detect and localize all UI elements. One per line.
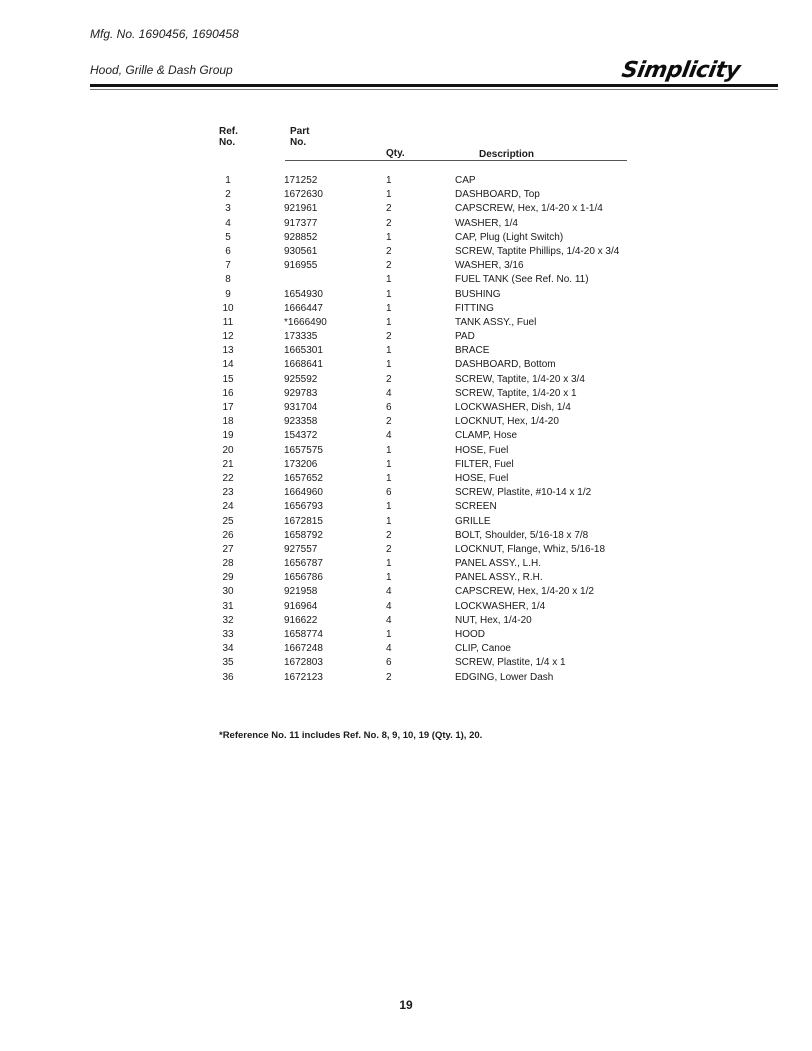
- ref-cell: 31: [222, 600, 234, 612]
- part-number-cell: 1672123: [284, 671, 323, 683]
- table-row: [0, 302, 812, 316]
- simplicity-logo: Simplicity: [619, 58, 742, 83]
- ref-cell: 16: [222, 387, 234, 399]
- ref-cell: 1: [225, 175, 231, 186]
- ref-cell: 27: [222, 543, 234, 555]
- description-cell: SCREW, Plastite, #10-14 x 1/2: [455, 487, 592, 499]
- ref-cell: 5: [225, 231, 231, 243]
- description-cell: EDGING, Lower Dash: [455, 671, 554, 683]
- table-row: [0, 288, 812, 302]
- qty-cell: 1: [386, 345, 392, 357]
- part-number-cell: *1666490: [284, 316, 327, 328]
- ref-cell: 36: [222, 671, 234, 683]
- qty-cell: 1: [386, 302, 392, 314]
- qty-cell: 1: [386, 515, 392, 527]
- qty-cell: 1: [386, 231, 392, 243]
- qty-cell: 1: [386, 316, 392, 328]
- column-header-qty: Qty.: [386, 148, 405, 159]
- column-header-part-line1: Part: [290, 126, 310, 137]
- description-cell: SCREW, Taptite, 1/4-20 x 1: [455, 387, 577, 399]
- qty-cell: 2: [386, 203, 392, 215]
- qty-cell: 6: [386, 402, 392, 413]
- table-row: [0, 614, 812, 628]
- description-cell: FILTER, Fuel: [455, 458, 514, 470]
- part-number-cell: 928852: [284, 231, 318, 243]
- table-row: [0, 273, 812, 287]
- description-cell: LOCKNUT, Hex, 1/4-20: [455, 416, 559, 428]
- part-number-cell: 154372: [284, 430, 318, 442]
- ref-cell: 34: [222, 643, 234, 655]
- column-header-part-line2: No.: [290, 137, 307, 148]
- part-number-cell: 1664960: [284, 487, 323, 499]
- part-number-cell: 929783: [284, 387, 318, 399]
- footnote: *Reference No. 11 includes Ref. No. 8, 9, 10, 19 (Qty. 1), 20.: [219, 730, 483, 741]
- ref-cell: 17: [222, 402, 234, 413]
- column-header-description: Description: [479, 149, 535, 160]
- ref-cell: 2: [225, 189, 231, 201]
- qty-cell: 1: [386, 359, 392, 371]
- column-header-ref-line1: Ref.: [219, 126, 238, 137]
- description-cell: BOLT, Shoulder, 5/16-18 x 7/8: [455, 529, 589, 541]
- ref-cell: 32: [222, 614, 234, 626]
- part-number-cell: 927557: [284, 543, 318, 555]
- description-cell: CLAMP, Hose: [455, 430, 518, 442]
- table-row: [0, 429, 812, 443]
- ref-cell: 4: [225, 217, 231, 229]
- group-title: Hood, Grille & Dash Group: [90, 63, 233, 77]
- part-number-cell: 1665301: [284, 345, 323, 357]
- parts-table: [0, 174, 812, 685]
- qty-cell: 2: [386, 331, 392, 343]
- description-cell: LOCKWASHER, Dish, 1/4: [455, 402, 571, 413]
- qty-cell: 4: [386, 586, 392, 598]
- part-number-cell: 1658792: [284, 529, 323, 541]
- table-row: [0, 373, 812, 387]
- header-rule-thin: [90, 89, 778, 90]
- description-cell: GRILLE: [455, 515, 491, 527]
- description-cell: CLIP, Canoe: [455, 643, 511, 655]
- ref-cell: 3: [225, 203, 231, 215]
- qty-cell: 2: [386, 543, 392, 555]
- mfg-number: Mfg. No. 1690456, 1690458: [90, 27, 239, 41]
- qty-cell: 2: [386, 217, 392, 229]
- header-rule: [90, 84, 778, 87]
- part-number-cell: 921958: [284, 586, 318, 598]
- description-cell: CAPSCREW, Hex, 1/4-20 x 1/2: [455, 586, 594, 598]
- description-cell: DASHBOARD, Top: [455, 189, 540, 201]
- ref-cell: 19: [222, 430, 234, 442]
- table-row: [0, 656, 812, 670]
- description-cell: PANEL ASSY., L.H.: [455, 558, 541, 570]
- qty-cell: 2: [386, 245, 392, 257]
- description-cell: NUT, Hex, 1/4-20: [455, 614, 532, 626]
- table-row: [0, 316, 812, 330]
- table-row: [0, 188, 812, 202]
- description-cell: SCREW, Taptite, 1/4-20 x 3/4: [455, 373, 585, 385]
- qty-cell: 6: [386, 487, 392, 499]
- description-cell: CAP: [455, 175, 476, 186]
- description-cell: FUEL TANK (See Ref. No. 11): [455, 274, 589, 286]
- description-cell: HOSE, Fuel: [455, 472, 509, 484]
- qty-cell: 1: [386, 444, 392, 456]
- ref-cell: 26: [222, 529, 234, 541]
- table-row: [0, 472, 812, 486]
- description-cell: CAP, Plug (Light Switch): [455, 231, 564, 243]
- description-cell: WASHER, 1/4: [455, 217, 518, 229]
- part-number-cell: 1667248: [284, 643, 323, 655]
- part-number-cell: 173206: [284, 458, 318, 470]
- qty-cell: 1: [386, 629, 392, 640]
- ref-cell: 18: [222, 416, 234, 428]
- table-row: [0, 415, 812, 429]
- table-row: [0, 344, 812, 358]
- qty-cell: 1: [386, 501, 392, 513]
- table-row: [0, 571, 812, 585]
- description-cell: SCREW, Taptite Phillips, 1/4-20 x 3/4: [455, 245, 620, 257]
- description-cell: BRACE: [455, 345, 490, 357]
- description-cell: HOOD: [455, 629, 485, 640]
- table-row: [0, 529, 812, 543]
- ref-cell: 22: [222, 472, 234, 484]
- ref-cell: 29: [222, 572, 234, 584]
- ref-cell: 20: [222, 444, 234, 456]
- qty-cell: 1: [386, 189, 392, 201]
- ref-cell: 24: [222, 501, 234, 513]
- table-row: [0, 628, 812, 642]
- table-row: [0, 671, 812, 685]
- table-row: [0, 600, 812, 614]
- table-row: [0, 387, 812, 401]
- description-cell: HOSE, Fuel: [455, 444, 509, 456]
- part-number-cell: 1656786: [284, 572, 323, 584]
- description-cell: SCREW, Plastite, 1/4 x 1: [455, 657, 566, 669]
- ref-cell: 14: [222, 359, 234, 371]
- description-cell: LOCKWASHER, 1/4: [455, 600, 546, 612]
- part-number-cell: 1657652: [284, 472, 323, 484]
- description-cell: DASHBOARD, Bottom: [455, 359, 556, 371]
- table-row: [0, 557, 812, 571]
- description-cell: PAD: [455, 331, 475, 343]
- part-number-cell: 1656793: [284, 501, 323, 513]
- qty-cell: 4: [386, 600, 392, 612]
- table-row: [0, 259, 812, 273]
- ref-cell: 12: [222, 331, 234, 343]
- qty-cell: 4: [386, 614, 392, 626]
- ref-cell: 8: [225, 274, 231, 286]
- table-row: [0, 458, 812, 472]
- part-number-cell: 1656787: [284, 558, 323, 570]
- ref-cell: 28: [222, 558, 234, 570]
- ref-cell: 30: [222, 586, 234, 598]
- qty-cell: 4: [386, 643, 392, 655]
- table-row: [0, 642, 812, 656]
- table-row: [0, 358, 812, 372]
- part-number-cell: 917377: [284, 217, 318, 229]
- description-cell: TANK ASSY., Fuel: [455, 316, 537, 328]
- column-header-part: [290, 126, 309, 148]
- ref-cell: 23: [222, 487, 234, 499]
- qty-cell: 2: [386, 373, 392, 385]
- part-number-cell: 171252: [284, 175, 318, 186]
- ref-cell: 15: [222, 373, 234, 385]
- qty-cell: 1: [386, 572, 392, 584]
- ref-cell: 25: [222, 515, 234, 527]
- table-row: [0, 330, 812, 344]
- description-cell: SCREEN: [455, 501, 497, 513]
- table-row: [0, 245, 812, 259]
- table-row: [0, 202, 812, 216]
- ref-cell: 7: [225, 260, 231, 272]
- part-number-cell: 916622: [284, 614, 318, 626]
- table-row: [0, 500, 812, 514]
- table-row: [0, 217, 812, 231]
- table-row: [0, 401, 812, 415]
- qty-cell: 6: [386, 657, 392, 669]
- column-header-ref-line2: No.: [219, 137, 236, 148]
- table-row: [0, 486, 812, 500]
- part-number-cell: 916964: [284, 600, 318, 612]
- description-cell: LOCKNUT, Flange, Whiz, 5/16-18: [455, 543, 606, 555]
- description-cell: FITTING: [455, 302, 494, 314]
- description-cell: WASHER, 3/16: [455, 260, 524, 272]
- qty-cell: 4: [386, 430, 392, 442]
- part-number-cell: 921961: [284, 203, 318, 215]
- ref-cell: 35: [222, 657, 234, 669]
- ref-cell: 21: [222, 458, 234, 470]
- qty-cell: 4: [386, 387, 392, 399]
- part-number-cell: 1668641: [284, 359, 323, 371]
- part-number-cell: 1654930: [284, 288, 323, 300]
- qty-cell: 1: [386, 288, 392, 300]
- column-header-rule: [285, 160, 627, 161]
- part-number-cell: 931704: [284, 402, 318, 413]
- part-number-cell: 173335: [284, 331, 318, 343]
- description-cell: PANEL ASSY., R.H.: [455, 572, 543, 584]
- part-number-cell: 1672815: [284, 515, 323, 527]
- qty-cell: 1: [386, 175, 392, 186]
- table-row: [0, 515, 812, 529]
- part-number-cell: 1657575: [284, 444, 323, 456]
- part-number-cell: 930561: [284, 245, 318, 257]
- qty-cell: 2: [386, 671, 392, 683]
- description-cell: BUSHING: [455, 288, 501, 300]
- qty-cell: 1: [386, 458, 392, 470]
- part-number-cell: 925592: [284, 373, 318, 385]
- part-number-cell: 1658774: [284, 629, 323, 640]
- ref-cell: 11: [222, 316, 234, 328]
- qty-cell: 2: [386, 529, 392, 541]
- part-number-cell: 1672803: [284, 657, 323, 669]
- part-number-cell: 1672630: [284, 189, 323, 201]
- part-number-cell: 923358: [284, 416, 318, 428]
- qty-cell: 1: [386, 274, 392, 286]
- table-row: [0, 444, 812, 458]
- ref-cell: 6: [225, 245, 231, 257]
- ref-cell: 9: [225, 288, 231, 300]
- ref-cell: 10: [222, 302, 234, 314]
- page-number: 19: [399, 998, 413, 1012]
- column-header-ref: [219, 126, 238, 148]
- table-row: [0, 543, 812, 557]
- part-number-cell: 916955: [284, 260, 318, 272]
- ref-cell: 13: [222, 345, 234, 357]
- qty-cell: 1: [386, 472, 392, 484]
- description-cell: CAPSCREW, Hex, 1/4-20 x 1-1/4: [455, 203, 603, 215]
- part-number-cell: 1666447: [284, 302, 323, 314]
- table-row: [0, 585, 812, 599]
- table-row: [0, 231, 812, 245]
- qty-cell: 2: [386, 260, 392, 272]
- qty-cell: 1: [386, 558, 392, 570]
- qty-cell: 2: [386, 416, 392, 428]
- table-row: [0, 174, 812, 188]
- ref-cell: 33: [222, 629, 234, 640]
